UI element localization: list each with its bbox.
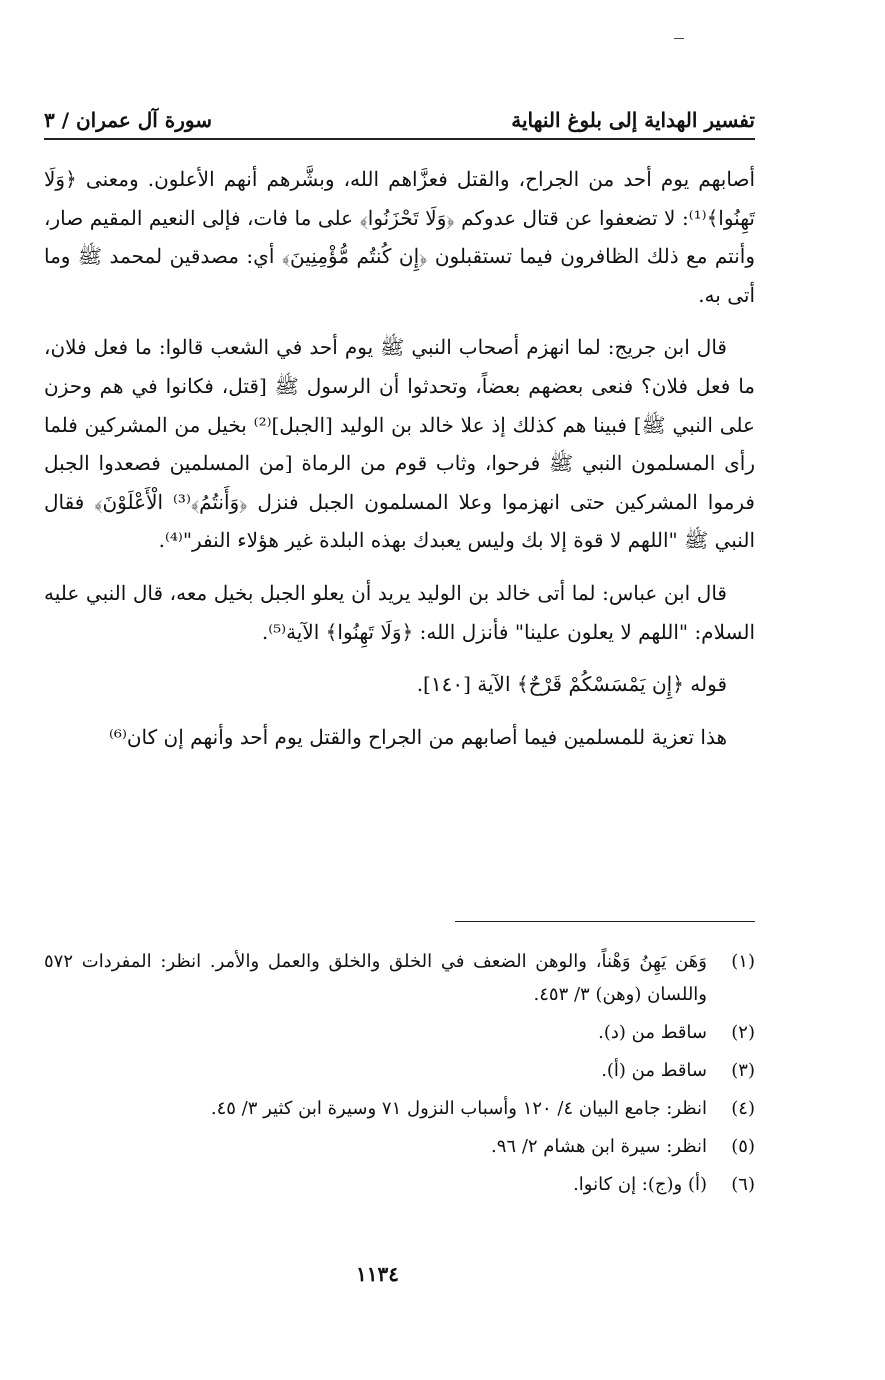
footnote-number: (٢) [731,1022,755,1043]
footnote-text: (أ) و(ج): إن كانوا. [573,1174,707,1195]
footnote-number: (٥) [731,1136,755,1157]
corner-mark [674,38,684,39]
footnote-text: انظر: سيرة ابن هشام ٢/ ٩٦. [491,1136,707,1157]
footnote-number: (٣) [731,1060,755,1081]
book-title: تفسير الهداية إلى بلوغ النهاية [511,108,755,132]
footnote-number: (٦) [731,1174,755,1195]
paragraph: قال ابن جريج: لما انهزم أصحاب النبي ﷺ يوم أحد في الشعب قالوا: ما فعل فلان، ما فعل فلان؟ فنعى بعضهم بعضاً، وتحدثوا أن الرسول ﷺ [قتل، فكانوا في هم وحزن على النبي ﷺ] فبينا هم كذلك إذ علا خالد بن الوليد [الجبل]⁽²⁾ بخيل من المشركين فلما رأى المسلمون النبي ﷺ فرحوا، وثاب قوم من الرماة [من المسلمين فصعدوا الجبل فرموا المشركين حتى انهزموا وعلا المسلمون الجبل فنزل ﴿وَأَنتُمُ﴾⁽³⁾ الْأَعْلَوْنَ﴾ فقال النبي ﷺ "اللهم لا قوة إلا بك وليس يعبدك بهذه البلدة غير هؤلاء النفر"⁽⁴⁾. [44,335,755,553]
footnote-text: ساقط من (د). [598,1022,707,1043]
page-number: ١١٣٤ [356,1262,399,1286]
running-header [44,96,755,132]
footnote-number: (٤) [731,1098,755,1119]
paragraph: قوله ﴿إِن يَمْسَسْكُمْ قَرْحٌ﴾ الآية [١٤٠]. [416,672,727,697]
footnote-text: ساقط من (أ). [601,1060,707,1081]
footnote-text: انظر: جامع البيان ٤/ ١٢٠ وأسباب النزول ٧١ وسيرة ابن كثير ٣/ ٤٥. [210,1098,707,1119]
header-rule [44,138,755,140]
footnotes [44,945,755,1206]
paragraph: أصابهم يوم أحد من الجراح، والقتل فعزَّاهم الله، وبشَّرهم أنهم الأعلون. ومعنى ﴿وَلَا تَهِنُوا﴾⁽¹⁾: لا تضعفوا عن قتال عدوكم ﴿وَلَا تَحْزَنُوا﴾ على ما فات، فإلى النعيم المقيم صار، وأنتم مع ذلك الظافرون فيما تستقبلون ﴿إِن كُنتُم مُّؤْمِنِينَ﴾ أي: مصدقين لمحمد ﷺ وما أتى به. [44,167,755,307]
footnote-number: (١) [731,951,755,972]
paragraph: هذا تعزية للمسلمين فيما أصابهم من الجراح والقتل يوم أحد وأنهم إن كان⁽⁶⁾ [108,724,727,749]
footnote [44,1130,755,1163]
footnote [44,1054,755,1087]
footnote [44,1016,755,1049]
main-text [44,160,755,770]
surah-title: سورة آل عمران / ٣ [44,108,212,132]
footnote [44,1092,755,1125]
paragraph: قال ابن عباس: لما أتى خالد بن الوليد يريد أن يعلو الجبل بخيل معه، قال النبي عليه السلام: "اللهم لا يعلون علينا" فأنزل الله: ﴿وَلَا تَهِنُوا﴾ الآية⁽⁵⁾. [44,580,755,644]
footnote [44,945,755,1011]
footnote [44,1168,755,1201]
footnote-rule [455,921,755,922]
footnote-text: وَهَن يَهِنُ وَهْناً، والوهن الضعف في الخلق والخلق والعمل والأمر. انظر: المفردات ٥٧٢ واللسان (وهن) ٣/ ٤٥٣. [44,951,707,1005]
